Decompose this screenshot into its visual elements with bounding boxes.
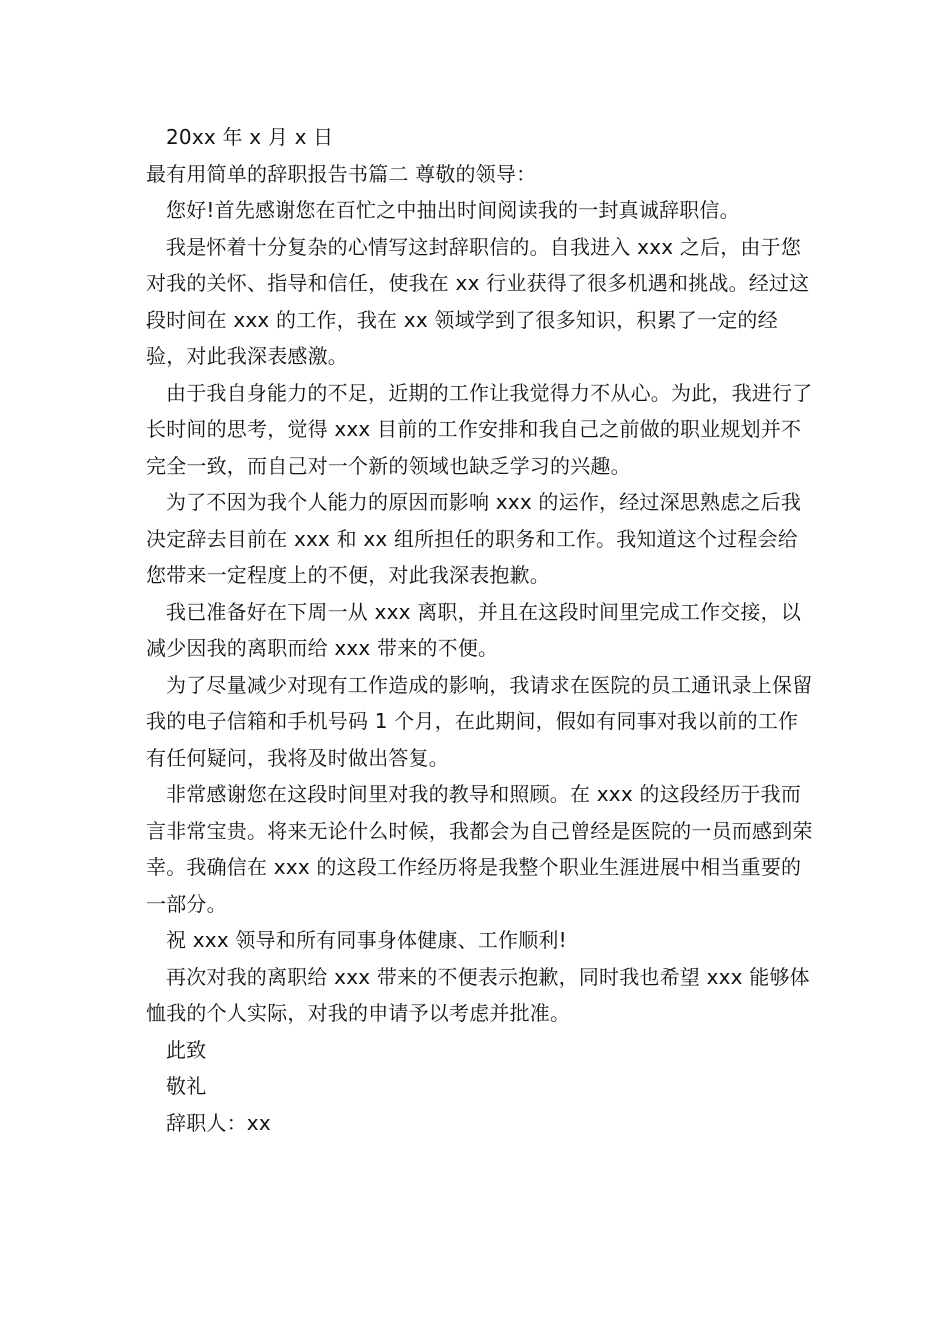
paragraph-handover: 我已准备好在下周一从 xxx 离职，并且在这段时间里完成工作交接，以减少因我的离职而给 xxx 带来的不便。 [146, 599, 802, 660]
paragraph-greeting: 您好!首先感谢您在百忙之中抽出时间阅读我的一封真诚辞职信。 [166, 198, 740, 222]
paragraph-gratitude: 我是怀着十分复杂的心情写这封辞职信的。自我进入 xxx 之后，由于您对我的关怀、指导和信任，使我在 xx 行业获得了很多机遇和挑战。经过这段时间在 xxx 的工作，我在 xx 领域学到了很多知识，积累了一定的经验，对此我深表感激。 [146, 234, 810, 368]
document-date: 20xx 年 x 月 x 日 [166, 125, 334, 149]
document-heading: 最有用简单的辞职报告书篇二 尊敬的领导： [146, 161, 537, 186]
closing-salutation: 此致 [166, 1037, 207, 1062]
paragraph-thanks: 非常感谢您在这段时间里对我的教导和照顾。在 xxx 的这段经历于我而言非常宝贵。将来无论什么时候，我都会为自己曾经是医院的一员而感到荣幸。我确信在 xxx 的这段工作经历将是我整个职业生涯进展中相当重要的一部分。 [146, 782, 813, 916]
paragraph-decision: 为了不因为我个人能力的原因而影响 xxx 的运作，经过深思熟虑之后我决定辞去目前在 xxx 和 xx 组所担任的职务和工作。我知道这个过程会给您带来一定程度上的不便，对此我深表抱歉。 [146, 490, 802, 587]
paragraph-apology: 再次对我的离职给 xxx 带来的不便表示抱歉，同时我也希望 xxx 能够体恤我的个人实际，对我的申请予以考虑并批准。 [146, 964, 810, 1025]
document-body [146, 119, 816, 1141]
paragraph-wishes: 祝 xxx 领导和所有同事身体健康、工作顺利! [166, 928, 567, 952]
closing-regards: 敬礼 [166, 1074, 207, 1098]
signature-line: 辞职人：xx [166, 1110, 271, 1135]
paragraph-reason: 由于我自身能力的不足，近期的工作让我觉得力不从心。为此，我进行了长时间的思考，觉得 xxx 目前的工作安排和我自己之前做的职业规划并不完全一致，而自己对一个新的领域也缺乏学习的兴趣。 [146, 380, 813, 478]
paragraph-contact: 为了尽量减少对现有工作造成的影响，我请求在医院的员工通讯录上保留我的电子信箱和手机号码 1 个月，在此期间，假如有同事对我以前的工作有任何疑问，我将及时做出答复。 [146, 672, 813, 770]
